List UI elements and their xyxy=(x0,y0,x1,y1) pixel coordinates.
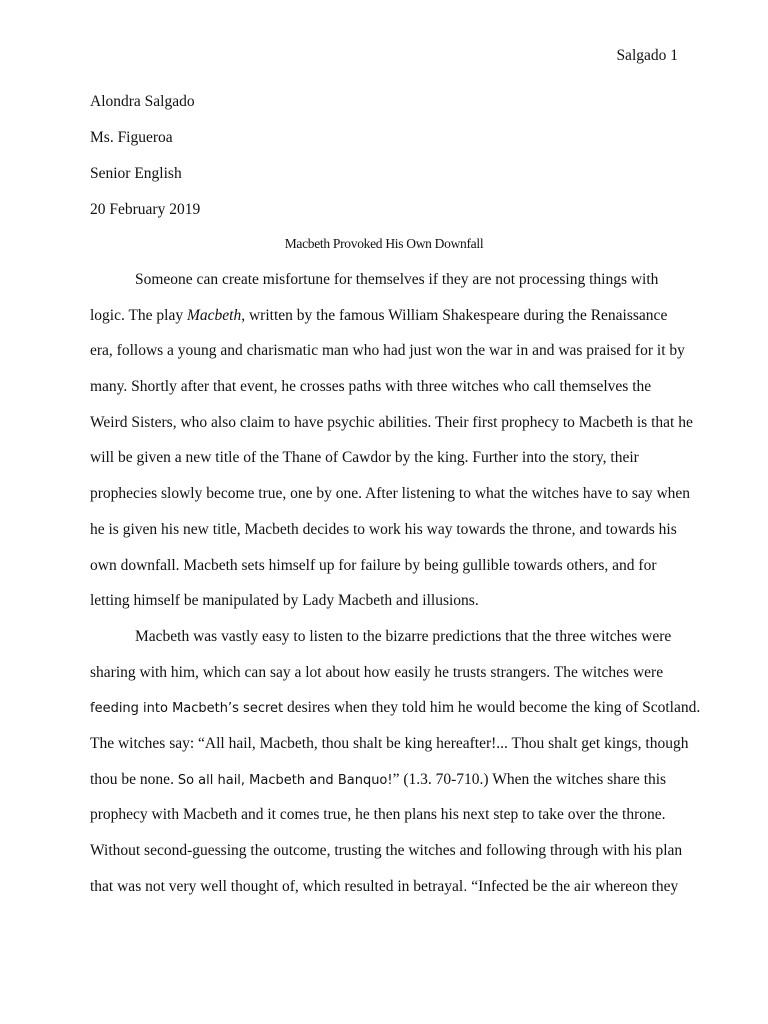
body-line xyxy=(90,448,690,484)
body-text-segment: desires when they told him he would become the king of Scotland. xyxy=(283,699,701,717)
body-text-segment: Macbeth was vastly easy to listen to the bizarre predictions that the three witches were xyxy=(135,627,672,645)
body-line xyxy=(90,484,690,520)
body-line xyxy=(90,520,690,556)
body-text-segment: he is given his new title, Macbeth decides to work his way towards the throne, and towards his xyxy=(90,520,677,538)
essay-body xyxy=(90,270,701,912)
body-text-segment: So all hail, Macbeth and Banquo! xyxy=(177,772,393,788)
body-text-segment: own downfall. Macbeth sets himself up for failure by being gullible towards others, and for xyxy=(90,556,657,574)
body-text-segment: ” (1.3. 70-710.) When the witches share this xyxy=(392,770,667,788)
body-text-segment: prophecies slowly become true, one by one. After listening to what the witches have to say when xyxy=(90,485,691,503)
body-line xyxy=(90,734,690,770)
body-line xyxy=(90,627,690,663)
body-line xyxy=(90,413,693,449)
body-text-segment: will be given a new title of the Thane of Cawdor by the king. Further into the story, their xyxy=(90,449,639,467)
teacher-name: Ms. Figueroa xyxy=(90,129,173,146)
body-text-segment: thou be none. xyxy=(90,770,178,788)
body-line xyxy=(90,805,690,841)
body-line xyxy=(90,341,690,377)
body-line xyxy=(90,841,690,877)
body-line xyxy=(90,591,690,627)
body-text-segment: prophecy with Macbeth and it comes true, he then plans his next step to take over the throne. xyxy=(90,806,666,824)
body-line xyxy=(90,377,690,413)
page-number-header: Salgado 1 xyxy=(616,47,678,64)
body-text-segment: Weird Sisters, who also claim to have psychic abilities. Their first prophecy to Macbeth is that he xyxy=(90,413,693,431)
body-text-segment: logic. The play xyxy=(90,306,187,324)
body-line xyxy=(90,270,690,306)
body-line xyxy=(90,770,690,806)
body-text-segment: letting himself be manipulated by Lady Macbeth and illusions. xyxy=(90,592,479,610)
student-name: Alondra Salgado xyxy=(90,93,195,110)
body-text-segment: many. Shortly after that event, he crosses paths with three witches who call themselves the xyxy=(90,378,652,396)
body-text-segment: “Infected be the air whereon they xyxy=(467,877,679,895)
body-text-segment: sharing with him, which can say a lot about how easily he trusts strangers. The witches were xyxy=(90,663,664,681)
body-text-segment: that was not very well thought of, which resulted in betrayal xyxy=(90,877,464,895)
body-text-segment: Without second-guessing the outcome, trusting the witches and following through with his plan xyxy=(90,842,683,859)
body-text-segment: era, follows a young and charismatic man who had just won the war in and was praised for it by xyxy=(90,342,685,360)
body-text-segment: , written by the famous William Shakespeare during the Renaissance xyxy=(241,306,668,324)
italic-title-text: Macbeth xyxy=(187,306,242,324)
body-line xyxy=(90,556,690,592)
body-text-segment: feeding into Macbeth’s secret xyxy=(90,701,284,717)
body-line xyxy=(90,877,690,913)
body-text-segment: Someone can create misfortune for themselves if they are not processing things with xyxy=(135,271,659,288)
body-line xyxy=(90,663,690,699)
body-line xyxy=(90,306,690,342)
body-line xyxy=(90,698,701,734)
body-text-segment: . xyxy=(463,879,468,895)
course-name: Senior English xyxy=(90,165,182,182)
essay-date: 20 February 2019 xyxy=(90,201,201,218)
body-text-segment: The witches say: “All hail, Macbeth, thou shalt be king hereafter!... Thou shalt get kings, though xyxy=(90,734,689,752)
mla-heading xyxy=(90,92,690,236)
essay-title: Macbeth Provoked His Own Downfall xyxy=(284,236,484,251)
